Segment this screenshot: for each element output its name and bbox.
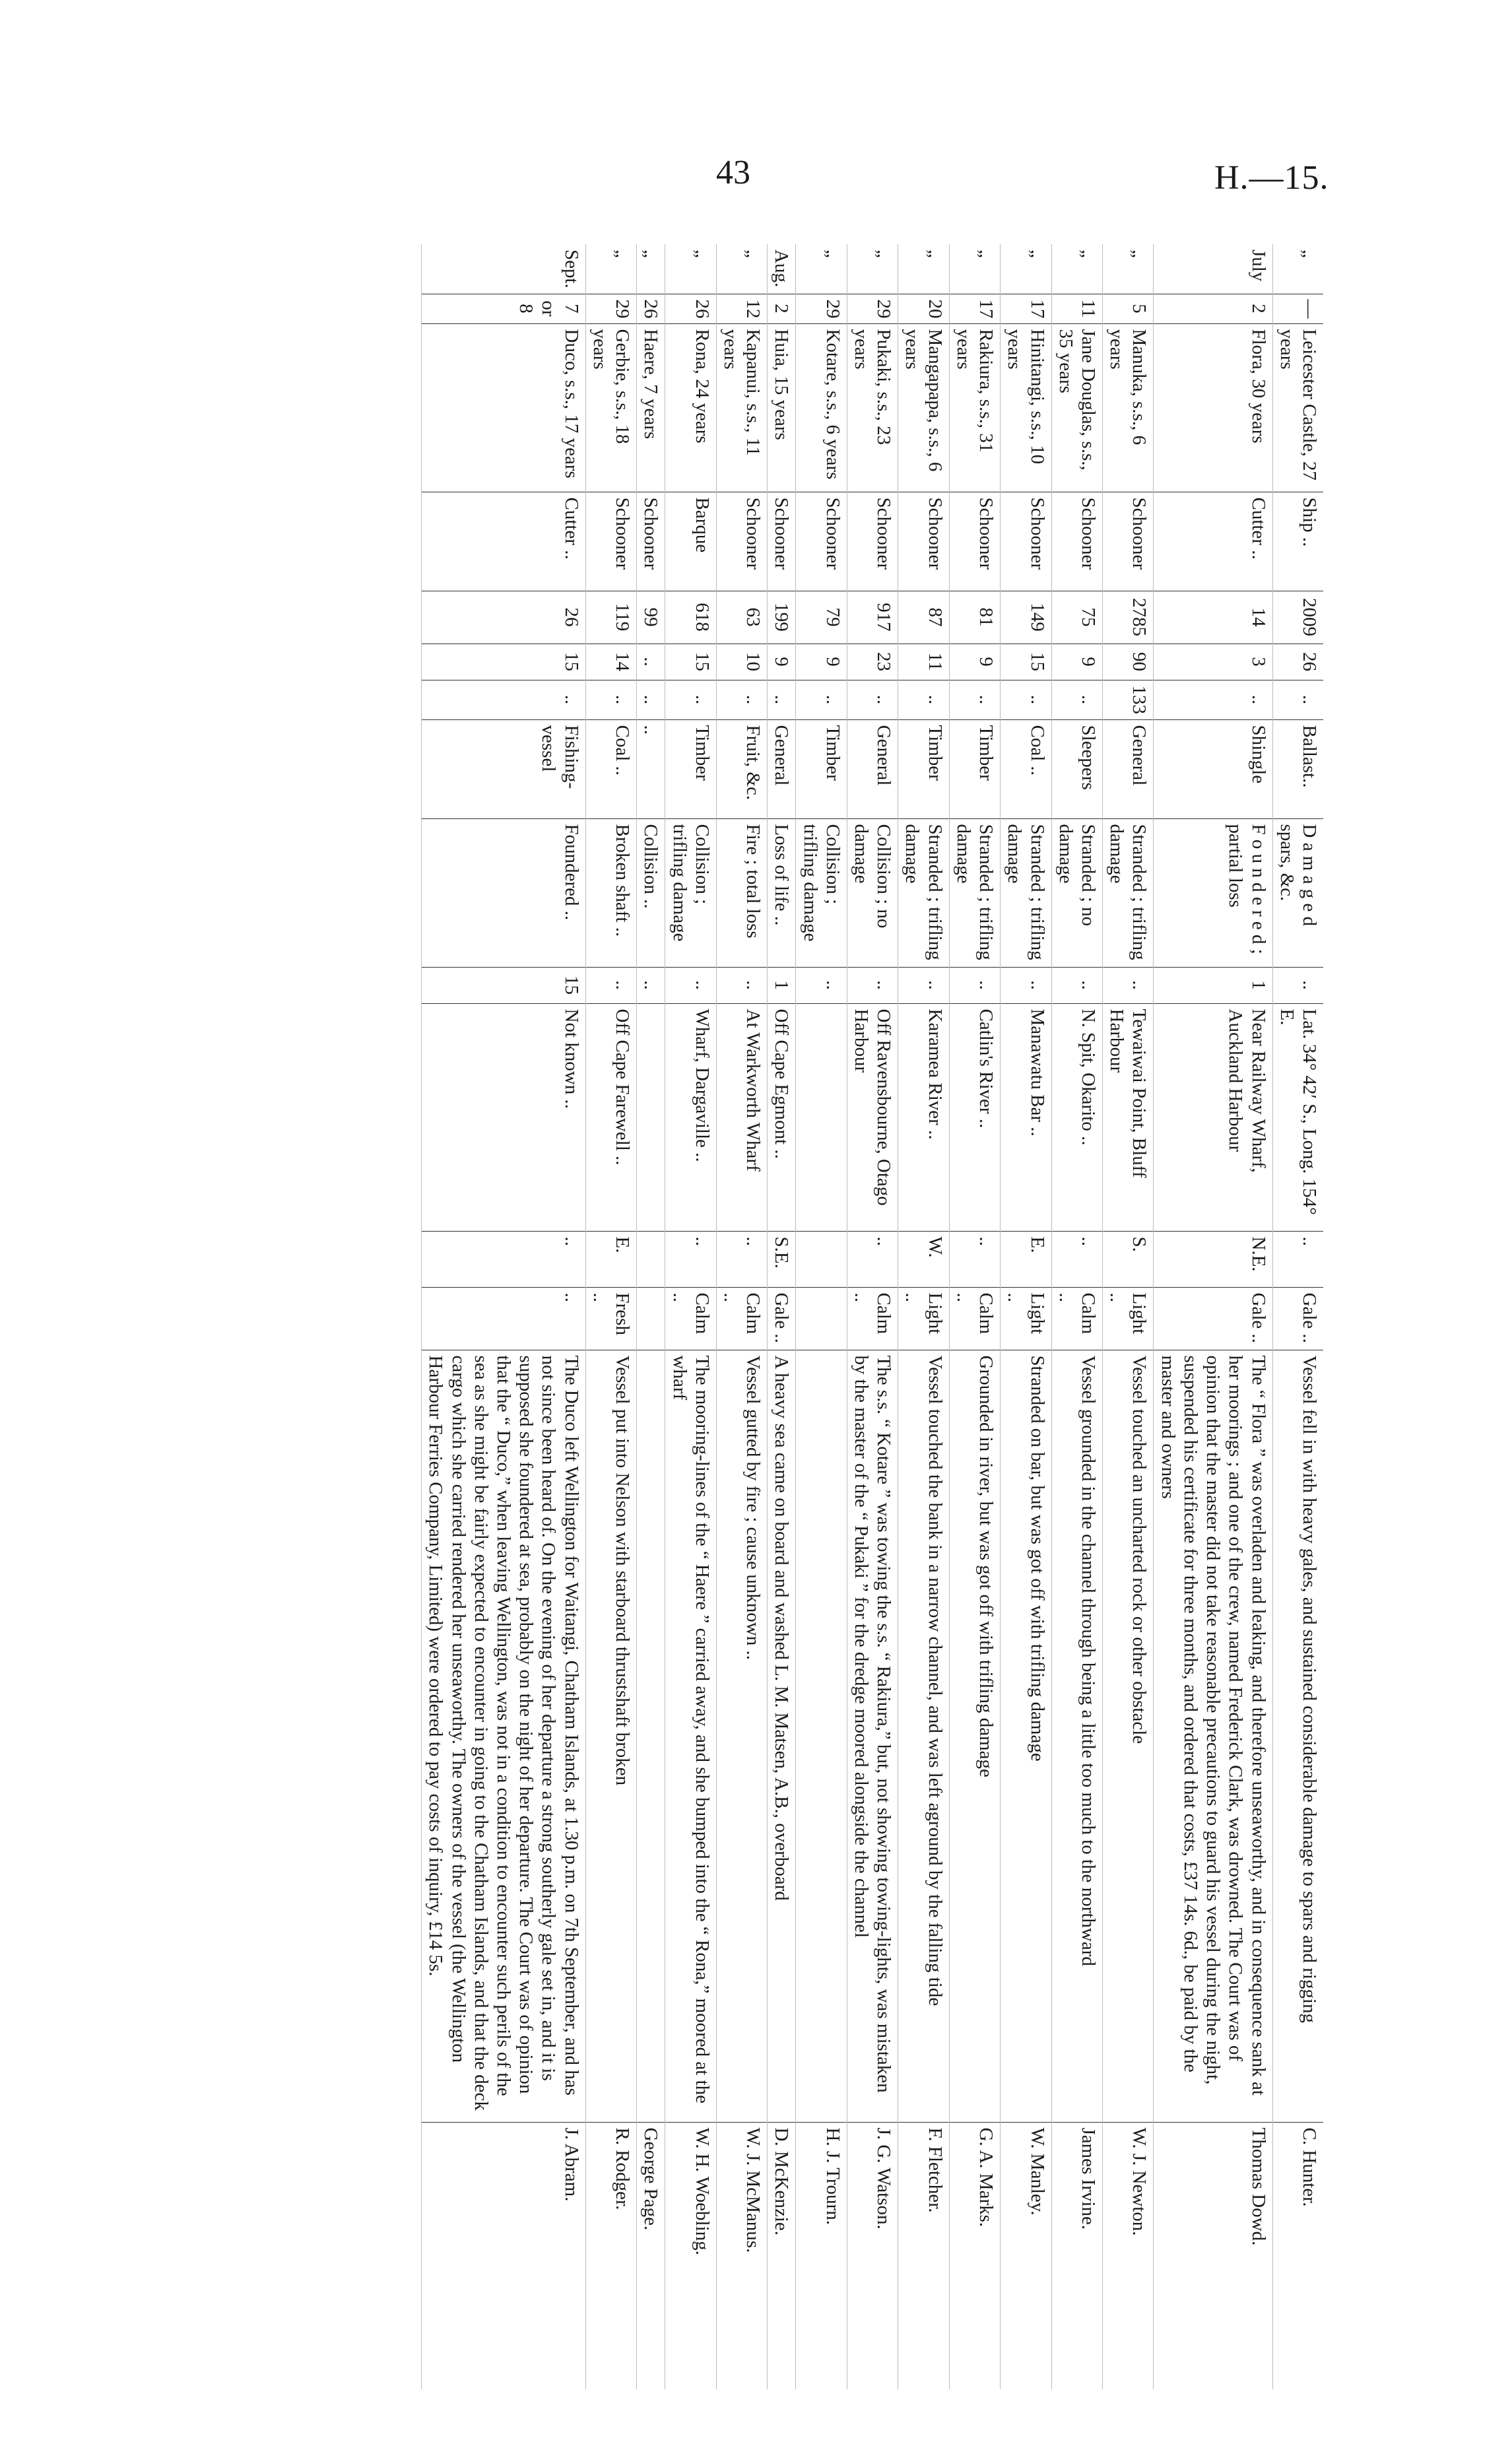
day-cell: 29 xyxy=(585,294,636,323)
table-row xyxy=(1103,244,1154,2389)
wind-direction-cell: .. xyxy=(847,1231,898,1287)
rig-cell: Barque xyxy=(665,492,716,591)
passengers-cell: .. xyxy=(422,680,586,719)
lives-lost-cell: .. xyxy=(585,967,636,1003)
finding-cell: Vessel touched the bank in a narrow channel, and was left aground by the falling tide xyxy=(898,1350,949,2122)
passengers-cell: .. xyxy=(796,680,847,719)
crew-cell: 9 xyxy=(796,644,847,680)
table-row xyxy=(665,244,716,2389)
month-cell: July xyxy=(1154,244,1272,294)
rig-cell: Schooner xyxy=(768,492,796,591)
cargo-cell: General xyxy=(768,719,796,818)
tonnage-cell: 2785 xyxy=(1103,591,1154,644)
casualty-nature-cell: Stranded ; trifling damage xyxy=(949,818,1000,967)
table-row xyxy=(898,244,949,2389)
wind-force-cell: Gale .. xyxy=(1154,1287,1272,1350)
crew-cell: 9 xyxy=(768,644,796,680)
vessel-name-cell: Kapanui, s.s., 11 years xyxy=(716,323,767,492)
finding-cell: Vessel touched an uncharted rock or other obstacle xyxy=(1103,1350,1154,2122)
tonnage-cell: 81 xyxy=(949,591,1000,644)
page-number: 43 xyxy=(716,154,750,191)
finding-cell: Vessel gutted by fire ; cause unknown .. xyxy=(716,1350,767,2122)
lives-lost-cell: .. xyxy=(898,967,949,1003)
finding-cell: A heavy sea came on board and washed L. M. Matsen, A.B., overboard xyxy=(768,1350,796,2122)
tonnage-cell: 87 xyxy=(898,591,949,644)
lives-lost-cell: .. xyxy=(637,967,665,1003)
passengers-cell: .. xyxy=(1272,680,1323,719)
casualty-nature-cell: F o u n d e r e d ; partial loss xyxy=(1154,818,1272,967)
casualty-nature-cell: Collision ; trifling damage xyxy=(796,818,847,967)
wind-direction-cell: .. xyxy=(665,1231,716,1287)
wind-force-cell: Gale .. xyxy=(768,1287,796,1350)
wind-force-cell: Gale .. xyxy=(1272,1287,1323,1350)
vessel-name-cell: Pukaki, s.s., 23 years xyxy=(847,323,898,492)
rig-cell: Schooner xyxy=(847,492,898,591)
wind-direction-cell: E. xyxy=(585,1231,636,1287)
casualty-nature-cell: Stranded ; trifling damage xyxy=(898,818,949,967)
officer-cell: G. A. Marks. xyxy=(949,2122,1000,2389)
crew-cell: 14 xyxy=(585,644,636,680)
casualty-nature-cell: Stranded ; no damage xyxy=(1051,818,1102,967)
passengers-cell: .. xyxy=(898,680,949,719)
month-cell: „ xyxy=(796,244,847,294)
month-cell: „ xyxy=(585,244,636,294)
lives-lost-cell: 1 xyxy=(768,967,796,1003)
rig-cell: Ship .. xyxy=(1272,492,1323,591)
casualty-nature-cell: Foundered .. xyxy=(422,818,586,967)
casualty-nature-cell: Stranded ; trifling damage xyxy=(1001,818,1051,967)
finding-cell: The Duco left Wellington for Waitangi, Chatham Islands, at 1.30 p.m. on 7th September, and has not since been heard of. On the evening of her departure a strong southerly gale set in, and it is supposed she foundered at sea, probably on the night of her departure. The Court was of opinion that the “ Duco,” when leaving Wellington, was not in a condition to encounter such perils of the sea as she might be fairly expected to encounter in going to the Chatham Islands, and that the deck cargo which she carried rendered her unseaworthy. The owners of the vessel (the Wellington Harbour Ferries Company, Limited) were ordered to pay costs of inquiry, £14 5s. xyxy=(422,1350,586,2122)
day-cell: — xyxy=(1272,294,1323,323)
officer-cell: R. Rodger. xyxy=(585,2122,636,2389)
tonnage-cell: 119 xyxy=(585,591,636,644)
month-cell: „ xyxy=(898,244,949,294)
vessel-name-cell: Jane Douglas, s.s., 35 years xyxy=(1051,323,1102,492)
day-cell: 17 xyxy=(1001,294,1051,323)
officer-cell: J. Abram. xyxy=(422,2122,586,2389)
place-cell: Off Ravensbourne, Otago Harbour xyxy=(847,1003,898,1231)
place-cell xyxy=(637,1003,665,1231)
vessel-name-cell: Gerbie, s.s., 18 years xyxy=(585,323,636,492)
wind-force-cell xyxy=(796,1287,847,1350)
table-row xyxy=(949,244,1000,2389)
cargo-cell: General xyxy=(1103,719,1154,818)
finding-cell: Stranded on bar, but was got off with trifling damage xyxy=(1001,1350,1051,2122)
passengers-cell: .. xyxy=(637,680,665,719)
document-reference: H.—15. xyxy=(1214,159,1329,197)
vessel-name-cell: Flora, 30 years xyxy=(1154,323,1272,492)
casualty-nature-cell: Collision ; trifling damage xyxy=(665,818,716,967)
vessel-name-cell: Duco, s.s., 17 years xyxy=(422,323,586,492)
lives-lost-cell: .. xyxy=(796,967,847,1003)
table-row xyxy=(796,244,847,2389)
vessel-name-cell: Hinitangi, s.s., 10 years xyxy=(1001,323,1051,492)
passengers-cell: .. xyxy=(949,680,1000,719)
vessel-name-cell: Huia, 15 years xyxy=(768,323,796,492)
tonnage-cell: 75 xyxy=(1051,591,1102,644)
place-cell xyxy=(796,1003,847,1231)
vessel-name-cell: Rakiura, s.s., 31 years xyxy=(949,323,1000,492)
officer-cell: Thomas Dowd. xyxy=(1154,2122,1272,2389)
rig-cell: Schooner xyxy=(796,492,847,591)
table-row xyxy=(1154,244,1272,2389)
casualty-nature-cell: Loss of life .. xyxy=(768,818,796,967)
lives-lost-cell: .. xyxy=(949,967,1000,1003)
cargo-cell: Timber xyxy=(665,719,716,818)
rig-cell: Schooner xyxy=(585,492,636,591)
day-cell: 5 xyxy=(1103,294,1154,323)
finding-cell: Grounded in river, but was got off with trifling damage xyxy=(949,1350,1000,2122)
rig-cell: Schooner xyxy=(637,492,665,591)
table-row xyxy=(1001,244,1051,2389)
finding-cell: Vessel grounded in the channel through being a little too much to the northward xyxy=(1051,1350,1102,2122)
crew-cell: 9 xyxy=(949,644,1000,680)
casualty-nature-cell: Stranded ; trifling damage xyxy=(1103,818,1154,967)
day-cell: 11 xyxy=(1051,294,1102,323)
lives-lost-cell: .. xyxy=(665,967,716,1003)
casualty-nature-cell: Collision .. xyxy=(637,818,665,967)
tonnage-cell: 26 xyxy=(422,591,586,644)
passengers-cell: .. xyxy=(1154,680,1272,719)
place-cell: Karamea River .. xyxy=(898,1003,949,1231)
officer-cell: W. H. Woebling. xyxy=(665,2122,716,2389)
passengers-cell: .. xyxy=(847,680,898,719)
wind-force-cell: .. xyxy=(422,1287,586,1350)
passengers-cell: .. xyxy=(1001,680,1051,719)
finding-cell: Vessel put into Nelson with starboard thrustshaft broken xyxy=(585,1350,636,2122)
wind-force-cell: Calm .. xyxy=(949,1287,1000,1350)
cargo-cell: Timber xyxy=(949,719,1000,818)
rig-cell: Schooner xyxy=(949,492,1000,591)
rig-cell: Schooner xyxy=(1103,492,1154,591)
month-cell: „ xyxy=(1103,244,1154,294)
officer-cell: J. G. Watson. xyxy=(847,2122,898,2389)
wind-direction-cell: W. xyxy=(898,1231,949,1287)
month-cell: „ xyxy=(1001,244,1051,294)
month-cell: „ xyxy=(847,244,898,294)
cargo-cell: Timber xyxy=(796,719,847,818)
crew-cell: 26 xyxy=(1272,644,1323,680)
wind-direction-cell xyxy=(796,1231,847,1287)
cargo-cell: Fruit, &c. xyxy=(716,719,767,818)
crew-cell: 3 xyxy=(1154,644,1272,680)
finding-cell xyxy=(796,1350,847,2122)
vessel-name-cell: Kotare, s.s., 6 years xyxy=(796,323,847,492)
crew-cell: 23 xyxy=(847,644,898,680)
place-cell: Wharf, Dargaville .. xyxy=(665,1003,716,1231)
vessel-name-cell: Rona, 24 years xyxy=(665,323,716,492)
cargo-cell: Coal .. xyxy=(1001,719,1051,818)
place-cell: Tewaiwai Point, Bluff Harbour xyxy=(1103,1003,1154,1231)
rotated-casualty-table xyxy=(201,244,1323,2389)
day-cell: 29 xyxy=(796,294,847,323)
day-cell: 26 xyxy=(665,294,716,323)
place-cell: Manawatu Bar .. xyxy=(1001,1003,1051,1231)
rig-cell: Cutter .. xyxy=(422,492,586,591)
wind-direction-cell: S. xyxy=(1103,1231,1154,1287)
place-cell: Off Cape Farewell .. xyxy=(585,1003,636,1231)
table-row xyxy=(716,244,767,2389)
finding-cell: The “ Flora ” was overladen and leaking, and therefore unseaworthy, and in consequence sank at her moorings ; and one of the crew, named Frederick Clark, was drowned. The Court was of opinion that the master did not take reasonable precautions to guard his vessel during the night, suspended his certificate for three months, and ordered that costs, £37 14s. 6d., be paid by the master and owners xyxy=(1154,1350,1272,2122)
passengers-cell: .. xyxy=(585,680,636,719)
passengers-cell: .. xyxy=(768,680,796,719)
tonnage-cell: 63 xyxy=(716,591,767,644)
cargo-cell: Ballast.. xyxy=(1272,719,1323,818)
wind-direction-cell: N.E. xyxy=(1154,1231,1272,1287)
officer-cell: W. Manley. xyxy=(1001,2122,1051,2389)
crew-cell: 15 xyxy=(1001,644,1051,680)
cargo-cell: Timber xyxy=(898,719,949,818)
wind-direction-cell: .. xyxy=(949,1231,1000,1287)
place-cell: At Warkworth Wharf xyxy=(716,1003,767,1231)
month-cell: „ xyxy=(949,244,1000,294)
wind-direction-cell: .. xyxy=(1272,1231,1323,1287)
passengers-cell: .. xyxy=(665,680,716,719)
lives-lost-cell: 15 xyxy=(422,967,586,1003)
month-cell: Aug. xyxy=(768,244,796,294)
casualty-nature-cell: Collision ; no damage xyxy=(847,818,898,967)
wind-force-cell: Calm .. xyxy=(665,1287,716,1350)
cargo-cell: Sleepers xyxy=(1051,719,1102,818)
month-cell: „ xyxy=(637,244,665,294)
vessel-name-cell: Haere, 7 years xyxy=(637,323,665,492)
day-cell: 2 xyxy=(768,294,796,323)
wreck-returns-table xyxy=(421,244,1323,2389)
crew-cell: 9 xyxy=(1051,644,1102,680)
finding-cell xyxy=(637,1350,665,2122)
day-cell: 2 xyxy=(1154,294,1272,323)
tonnage-cell: 99 xyxy=(637,591,665,644)
officer-cell: F. Fletcher. xyxy=(898,2122,949,2389)
place-cell: Off Cape Egmont .. xyxy=(768,1003,796,1231)
place-cell: Catlin's River .. xyxy=(949,1003,1000,1231)
wind-force-cell: Light .. xyxy=(1103,1287,1154,1350)
passengers-cell: 133 xyxy=(1103,680,1154,719)
place-cell: Not known .. xyxy=(422,1003,586,1231)
officer-cell: George Page. xyxy=(637,2122,665,2389)
wind-direction-cell: S.E. xyxy=(768,1231,796,1287)
crew-cell: 90 xyxy=(1103,644,1154,680)
month-cell: „ xyxy=(1051,244,1102,294)
crew-cell: 15 xyxy=(665,644,716,680)
table-row xyxy=(768,244,796,2389)
officer-cell: H. J. Trourn. xyxy=(796,2122,847,2389)
wind-direction-cell: .. xyxy=(716,1231,767,1287)
passengers-cell: .. xyxy=(716,680,767,719)
lives-lost-cell: 1 xyxy=(1154,967,1272,1003)
cargo-cell: Shingle xyxy=(1154,719,1272,818)
wind-force-cell: Fresh .. xyxy=(585,1287,636,1350)
rig-cell: Cutter .. xyxy=(1154,492,1272,591)
rig-cell: Schooner xyxy=(1051,492,1102,591)
lives-lost-cell: .. xyxy=(716,967,767,1003)
tonnage-cell: 917 xyxy=(847,591,898,644)
cargo-cell: General xyxy=(847,719,898,818)
wind-force-cell: Calm .. xyxy=(1051,1287,1102,1350)
finding-cell: Vessel fell in with heavy gales, and sustained considerable damage to spars and rigging xyxy=(1272,1350,1323,2122)
table-row xyxy=(422,244,586,2389)
casualty-nature-cell: Fire ; total loss xyxy=(716,818,767,967)
crew-cell: 10 xyxy=(716,644,767,680)
officer-cell: D. McKenzie. xyxy=(768,2122,796,2389)
table-row xyxy=(585,244,636,2389)
wind-force-cell xyxy=(637,1287,665,1350)
wind-direction-cell: E. xyxy=(1001,1231,1051,1287)
crew-cell: 11 xyxy=(898,644,949,680)
tonnage-cell: 79 xyxy=(796,591,847,644)
officer-cell: W. J. Newton. xyxy=(1103,2122,1154,2389)
cargo-cell: Fishing-vessel xyxy=(422,719,586,818)
day-cell: 12 xyxy=(716,294,767,323)
month-cell: „ xyxy=(665,244,716,294)
officer-cell: James Irvine. xyxy=(1051,2122,1102,2389)
wind-force-cell: Light .. xyxy=(1001,1287,1051,1350)
wind-force-cell: Calm .. xyxy=(847,1287,898,1350)
wind-force-cell: Calm .. xyxy=(716,1287,767,1350)
crew-cell: .. xyxy=(637,644,665,680)
vessel-name-cell: Leicester Castle, 27 years xyxy=(1272,323,1323,492)
table-row xyxy=(847,244,898,2389)
vessel-name-cell: Manuka, s.s., 6 years xyxy=(1103,323,1154,492)
wind-direction-cell: .. xyxy=(1051,1231,1102,1287)
lives-lost-cell: .. xyxy=(1272,967,1323,1003)
lives-lost-cell: .. xyxy=(1001,967,1051,1003)
rig-cell: Schooner xyxy=(898,492,949,591)
tonnage-cell: 14 xyxy=(1154,591,1272,644)
tonnage-cell: 618 xyxy=(665,591,716,644)
lives-lost-cell: .. xyxy=(847,967,898,1003)
day-cell: 7 or 8 xyxy=(422,294,586,323)
tonnage-cell: 199 xyxy=(768,591,796,644)
finding-cell: The s.s. “ Kotare ” was towing the s.s. “ Rakiura,” but, not showing towing-lights, was mistaken by the master of the “ Pukaki ” for the dredge moored alongside the channel xyxy=(847,1350,898,2122)
day-cell: 29 xyxy=(847,294,898,323)
table-body xyxy=(422,244,1323,2389)
wind-force-cell: Light .. xyxy=(898,1287,949,1350)
wind-direction-cell xyxy=(637,1231,665,1287)
crew-cell: 15 xyxy=(422,644,586,680)
month-cell: Sept. xyxy=(422,244,586,294)
officer-cell: C. Hunter. xyxy=(1272,2122,1323,2389)
month-cell: „ xyxy=(716,244,767,294)
cargo-cell: .. xyxy=(637,719,665,818)
wind-direction-cell: .. xyxy=(422,1231,586,1287)
lives-lost-cell: .. xyxy=(1103,967,1154,1003)
rig-cell: Schooner xyxy=(716,492,767,591)
table-row xyxy=(1051,244,1102,2389)
month-cell: „ xyxy=(1272,244,1323,294)
cargo-cell: Coal .. xyxy=(585,719,636,818)
passengers-cell: .. xyxy=(1051,680,1102,719)
place-cell: Near Railway Wharf, Auckland Harbour xyxy=(1154,1003,1272,1231)
tonnage-cell: 149 xyxy=(1001,591,1051,644)
vessel-name-cell: Mangapapa, s.s., 6 years xyxy=(898,323,949,492)
tonnage-cell: 2009 xyxy=(1272,591,1323,644)
casualty-nature-cell: D a m a g e d spars, &c. xyxy=(1272,818,1323,967)
casualty-nature-cell: Broken shaft .. xyxy=(585,818,636,967)
table-row xyxy=(637,244,665,2389)
day-cell: 20 xyxy=(898,294,949,323)
day-cell: 17 xyxy=(949,294,1000,323)
officer-cell: W. J. McManus. xyxy=(716,2122,767,2389)
place-cell: N. Spit, Okarito .. xyxy=(1051,1003,1102,1231)
finding-cell: The mooring-lines of the “ Haere ” carried away, and she bumped into the “ Rona,” moored at the wharf xyxy=(665,1350,716,2122)
lives-lost-cell: .. xyxy=(1051,967,1102,1003)
table-row xyxy=(1272,244,1323,2389)
day-cell: 26 xyxy=(637,294,665,323)
rig-cell: Schooner xyxy=(1001,492,1051,591)
place-cell: Lat. 34° 42′ S., Long. 154° E. xyxy=(1272,1003,1323,1231)
